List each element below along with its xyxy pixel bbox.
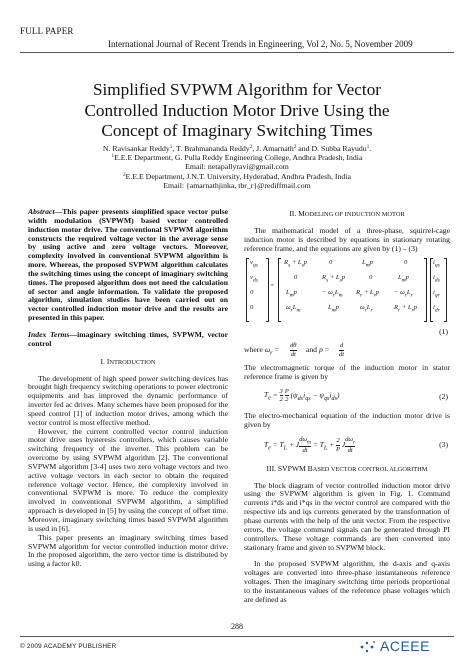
right-column (244, 208, 450, 605)
intro-paragraph-1: The development of high speed power switching devices has brought high frequency switching operations to power electronic equipments and has improved the dynamic performance of inverter fed ac drives. Many schemes have been proposed for the speed control [1] of induction motor drives, among which the vector control is most effective method. (28, 373, 229, 427)
author-line: N. Ravisankar Reddy$^1$, T. Brahmananda Reddy$^2$, J. Amarnath$^2$ and D. Subba Rayudu$^1$. (102, 144, 372, 153)
modeling-paragraph-2: The electromagnetic torque of the induction motor in stator reference frame is given by (244, 363, 450, 382)
section-heading-introduction: I. INTRODUCTION (100, 356, 156, 366)
equation-3: $T_e = T_L + J$ $\frac{d\omega_m}{dt}$ = $T_L$ + $\frac{2}{P}$ J $\frac{d\omega_r}{dt}$ (3) (264, 435, 448, 455)
header-rule (20, 52, 454, 53)
svpwm-paragraph-1: The block diagram of vector controlled induction motor drive using the SVPWM algorithm is given in Fig. 1. Command currents i*ds and i*qs in the vector control are compared with the respective ids and iqs currents generated by the transformation of phase currents with the help of the unit vector. From the respective errors, the voltage command signals can be generated through PI controllers. These voltage commands are then converted into stationary frame and given to SVPWM block. (244, 480, 450, 552)
equation-1-number: (1) (439, 327, 448, 337)
modeling-paragraph-3: The electro-mechanical equation of the induction motor drive is given by (244, 411, 450, 429)
index-terms: Index Terms—imaginary switching times, SVPWM, vector control (28, 329, 228, 348)
aceee-logo: ACEEE (380, 638, 430, 654)
modeling-paragraph-1: The mathematical model of a three-phase, squirrel-cage induction motor is described by equations in stationary rotating reference frame, and the equations are given by (1) – (3) (244, 225, 450, 253)
abstract: Abstract—This paper presents simplified space vector pulse width modulation (SVPWM) based vector controlled induction motor drive. The conventional SVPWM algorithm constructs the required voltage vector in the average sense by using active and zero voltage vectors. Moreover, complexity involved in conventional SVPWM algorithm is more. Whereas, the proposed SVPWM algorithm calculates the switching times using the concept of imaginary switching times. The proposed algorithm does not need the calculation of sector and angle information. To validate the proposed algorithm, simulation studies have been carried out on vector controlled induction motor drive and the results are presented in this paper. (28, 207, 228, 323)
email-2: Email: {amarnathjinka, tbr_r}@rediffmail.com (163, 180, 311, 190)
logo-mark-icon (358, 640, 376, 654)
equation-2: $T_e$ = $\frac{3}{2}$ $\frac{P}{2}$ $(\psi_{ds}i_{qs} - \psi_{qs}i_{ds})$ (2) (264, 388, 448, 404)
equation-1-number-row (244, 328, 450, 342)
paper-title (20, 80, 454, 142)
equation-3-number: (3) (439, 439, 448, 449)
email-1: Email: netapallyravi@gmail.com (185, 162, 289, 172)
equation-1: $v_{qs}$ $v_{ds}$ 0 0 = $R_s + L_sp$ 0 $L_mp$ 0 0 $R_s + L_sp$ 0 $L_mp$ $L_mp$ − $\omega_rL_m$ $R_r + L_rp$ − $\omega_rL_r$ $\omega_rL_m$ $L_mp$ $\omega_rL_r$ $R_r + L_rp$ $i_{qs}$ $i_{ds}$ $i_{qr}$ $i_{dr}$ (244, 256, 450, 326)
journal-header: International Journal of Recent Trends in Engineering, Vol 2, No. 5, November 2009 (108, 39, 413, 49)
author-block (20, 144, 454, 190)
where-clause: where $\omega_r$ = $\frac{d\theta}{dt}$ and p = $\frac{d}{dt}$ (244, 342, 345, 358)
footer-rule (20, 636, 454, 637)
intro-paragraph-2: However, the current controlled vector control induction motor drive uses hysteresis controllers, which causes variable switching frequency of the inverter. This problem can be overcome by using SVPWM algorithm [2]. The conventional SVPWM algorithm [3-4] uses two zero voltage vectors and two active voltage vectors in each sector to obtain the required reference voltage vector. Hence, the complexity involved in conventional SVPWM is more. To reduce the complexity involved in conventional SVPWM algorithm, a simplified approach is developed in [5] by using the concept of offset time. Moreover, imaginary switching times based SVPWM algorithm is used in [6]. (28, 426, 228, 533)
title-line: Concept of Imaginary Switching Times (101, 121, 373, 140)
svpwm-paragraph-2: In the proposed SVPWM algorithm, the d-axis and q-axis voltages are converted into three-phase instantaneous reference voltages. Then the imaginary switching time periods proportional to the instantaneous values of the reference phase voltages which are defined as (244, 559, 450, 604)
intro-paragraph-3: This paper presents an imaginary switching times based SVPWM algorithm for vector controlled induction motor drive. In the proposed algorithm, the zero vector time is distributed by using a factor k0. (28, 532, 228, 569)
title-line: Simplified SVPWM Algorithm for Vector (92, 80, 382, 99)
publisher-note: © 2009 ACADEMY PUBLISHER (20, 643, 117, 650)
section-heading-modeling: II. MODELING OF INDUCTION MOTOR (289, 209, 405, 218)
left-column (28, 208, 228, 569)
title-line: Controlled Induction Motor Drive Using the (84, 100, 390, 120)
paper-type-label: FULL PAPER (20, 26, 74, 36)
affiliation-1: $^1$E.E.E Department, G. Pulla Reddy Engineering College, Andhra Pradesh, India (111, 153, 363, 163)
page-number: 288 (231, 622, 243, 631)
section-heading-svpwm: III. SVPWM BASED VECTOR CONTROL ALGORITHM (266, 463, 428, 473)
affiliation-2: $^2$E.E.E Department, J.N.T. University, Hyderabad, Andhra Pradesh, India (123, 171, 351, 181)
equation-2-number: (2) (439, 392, 448, 402)
